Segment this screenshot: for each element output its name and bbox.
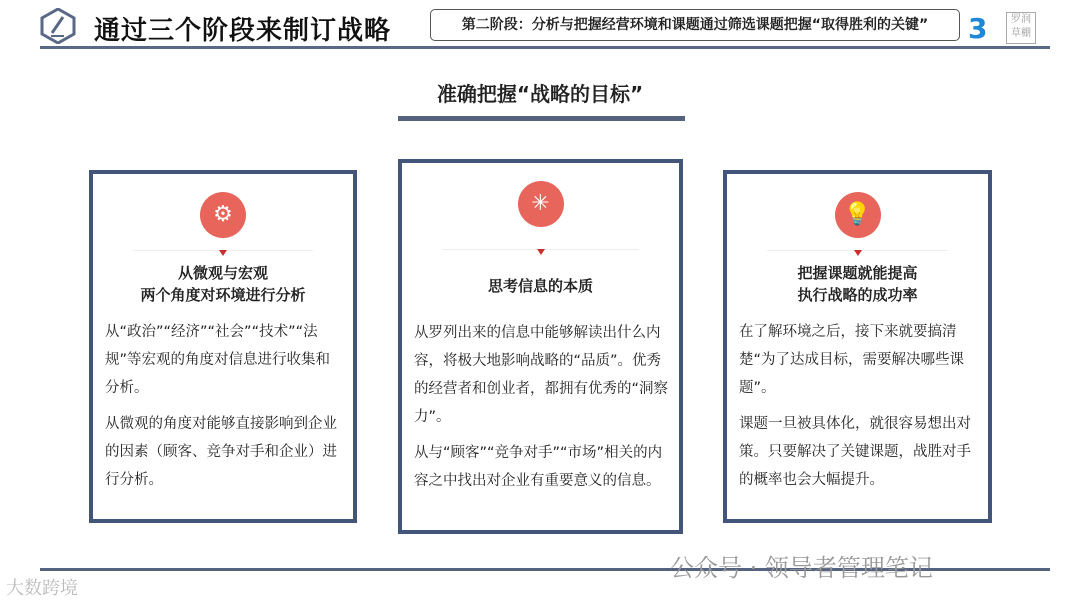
page-title: 通过三个阶段来制订战略 [94,16,392,46]
gears-icon: ⚙ [200,192,246,238]
paragraph: 课题一旦被具体化，就很容易想出对策。只要解决了关键课题，战胜对手的概率也会大幅提升。 [739,416,971,488]
paragraph: 从罗列出来的信息中能够解读出什么内容，将极大地影响战略的“品质”。优秀的经营者和创业者，都拥有优秀的“洞察力”。 [414,325,669,425]
paragraph: 从“政治”“经济”“社会”“技术”“法规”等宏观的角度对信息进行收集和分析。 [105,324,331,396]
triangle-marker [219,250,227,256]
paragraph: 在了解环境之后，接下来就要搞清楚“为了达成目标，需要解决哪些课题”。 [739,324,965,396]
wechat-watermark: 公众号 · 领导者管理笔记 [670,554,933,582]
header-divider [40,46,1050,49]
triangle-marker [537,249,545,255]
paragraph: 从与“顾客”“竞争对手”“市场”相关的内容之中找出对企业有重要意义的信息。 [414,445,663,489]
stage-subtitle: 第二阶段：分析与把握经营环境和课题通过筛选课题把握“取得胜利的关键” [430,9,960,41]
lightbulb-icon: 💡 [835,192,881,238]
card-environment-analysis [89,170,357,523]
card-body [414,319,669,503]
pencil-logo-icon [40,8,76,44]
card-title: 思考信息的本质 [487,277,593,295]
card-title: 从微观与宏观 两个角度对环境进行分析 [140,264,306,304]
card-body [105,318,343,502]
corner-watermark: 大数跨境 [6,578,78,599]
triangle-marker [854,250,862,256]
card-body [739,318,978,502]
heading-underline [398,116,685,121]
brand-logo: 3 [968,12,988,45]
card-information-essence [398,159,683,534]
seal-stamp: 罗润 草棚 [1006,12,1036,44]
network-icon: ✳ [518,181,564,227]
card-title: 把握课题就能提高 执行战略的成功率 [797,264,918,304]
card-grasp-issues [723,170,992,523]
paragraph: 从微观的角度对能够直接影响到企业的因素（顾客、竞争对手和企业）进行分析。 [105,416,337,488]
section-heading: 准确把握“战略的目标” [436,82,644,106]
